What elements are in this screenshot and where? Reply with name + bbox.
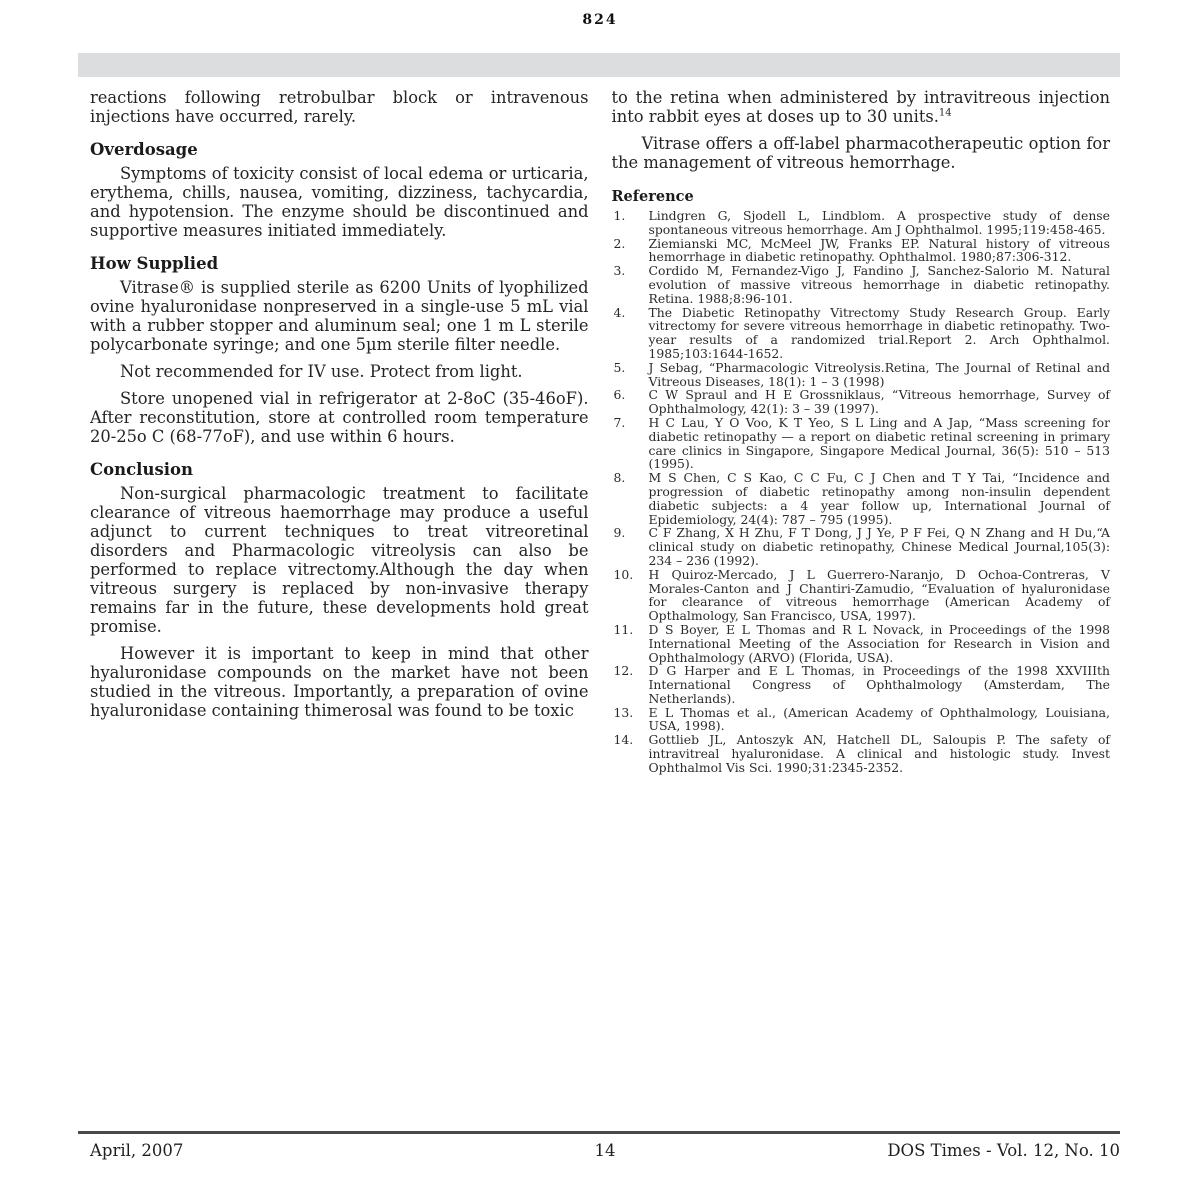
left-column bbox=[90, 88, 589, 775]
reference-number: 11. bbox=[613, 621, 634, 637]
reference-item bbox=[612, 306, 1111, 361]
footnote-marker-14: 14 bbox=[938, 107, 952, 119]
reference-list bbox=[612, 209, 1111, 775]
reference-number: 6. bbox=[613, 387, 626, 403]
reference-item bbox=[612, 209, 1111, 237]
reference-item bbox=[612, 361, 1111, 389]
footer-journal-title: DOS Times - Vol. 12, No. 10 bbox=[887, 1141, 1120, 1160]
reference-text: Cordido M, Fernandez-Vigo J, Fandino J, Sanchez-Salorio M. Natural evolution of massive vitreous hemorrhage in diabetic retinopathy. Retina. 1988;8:96-101. bbox=[648, 263, 1110, 306]
how-supplied-paragraph-3: Store unopened vial in refrigerator at 2-8oC (35-46oF). After reconstitution, store at controlled room temperature 20-25o C (68-77oF), and use within 6 hours. bbox=[90, 389, 589, 446]
reference-number: 10. bbox=[613, 566, 634, 582]
reference-number: 12. bbox=[613, 663, 634, 679]
reference-number: 1. bbox=[613, 208, 626, 223]
reference-item bbox=[612, 264, 1111, 305]
right-column bbox=[612, 88, 1111, 775]
retina-paragraph-text: to the retina when administered by intravitreous injection into rabbit eyes at doses up to 30 units. bbox=[611, 88, 1110, 126]
reference-text: Ziemianski MC, McMeel JW, Franks EP. Natural history of vitreous hemorrhage in diabetic retinopathy. Ophthalmol. 1980;87:306-312. bbox=[648, 235, 1110, 265]
reference-text: Gottlieb JL, Antoszyk AN, Hatchell DL, Saloupis P. The safety of intravitreal hyaluronidase. A clinical and histologic study. Invest Ophthalmol Vis Sci. 1990;31:2345-2352. bbox=[648, 732, 1110, 775]
reference-item bbox=[612, 623, 1111, 664]
footer-page-number: 14 bbox=[594, 1141, 616, 1160]
reference-text: H Quiroz-Mercado, J L Guerrero-Naranjo, D Ochoa-Contreras, V Morales-Canton and J Chantiri-Zamudio, “Evaluation of hyaluronidase for clearance of vitreous hemorrhage (American Academy of Opthalmology, San Francisco, USA, 1997). bbox=[648, 566, 1110, 624]
reference-item bbox=[612, 416, 1111, 471]
reference-item bbox=[612, 733, 1111, 774]
reference-number: 5. bbox=[613, 359, 626, 375]
how-supplied-paragraph-2: Not recommended for IV use. Protect from light. bbox=[120, 362, 523, 381]
reference-item bbox=[612, 388, 1111, 416]
reference-item bbox=[612, 471, 1111, 526]
reference-number: 2. bbox=[613, 235, 626, 251]
top-page-number: 824 bbox=[582, 12, 618, 28]
overdosage-paragraph: Symptoms of toxicity consist of local edema or urticaria, erythema, chills, nausea, vomiting, dizziness, tachycardia, and hypotension. The enzyme should be discontinued and supportive measures initiated immediately. bbox=[90, 164, 589, 240]
reference-text: H C Lau, Y O Voo, K T Yeo, S L Ling and A Jap, “Mass screening for diabetic retinopathy — a report on diabetic retinal screening in primary care clinics in Singapore, Singapore Medical Journal, 36(5): 510 – 513 (1995). bbox=[648, 414, 1110, 472]
reference-text: C F Zhang, X H Zhu, F T Dong, J J Ye, P F Fei, Q N Zhang and H Du,“A clinical study on diabetic retinopathy, Chinese Medical Journal,105(3): 234 – 236 (1992). bbox=[648, 525, 1110, 568]
reference-text: J Sebag, “Pharmacologic Vitreolysis.Retina, The Journal of Retinal and Vitreous Diseases, 18(1): 1 – 3 (1998) bbox=[648, 359, 1110, 389]
reference-item bbox=[612, 526, 1111, 567]
vitrase-option-paragraph: Vitrase offers a off-label pharmacotherapeutic option for the management of vitreous hemorrhage. bbox=[611, 134, 1110, 172]
retina-paragraph bbox=[612, 88, 1111, 126]
section-heading-overdosage: Overdosage bbox=[90, 140, 198, 159]
reference-text: C W Spraul and H E Grossniklaus, “Vitreous hemorrhage, Survey of Ophthalmology, 42(1): 3 – 39 (1997). bbox=[648, 387, 1110, 417]
reference-text: E L Thomas et al., (American Academy of Ophthalmology, Louisiana, USA, 1998). bbox=[648, 704, 1110, 734]
reference-item bbox=[612, 706, 1111, 734]
reference-number: 9. bbox=[613, 525, 626, 541]
reference-item bbox=[612, 664, 1111, 705]
reference-number: 14. bbox=[613, 732, 634, 748]
two-column-body bbox=[90, 88, 1110, 775]
reference-item bbox=[612, 568, 1111, 623]
intro-paragraph: reactions following retrobulbar block or intravenous injections have occurred, rarely. bbox=[90, 88, 589, 126]
reference-number: 7. bbox=[613, 414, 626, 430]
reference-item bbox=[612, 237, 1111, 265]
section-heading-conclusion: Conclusion bbox=[90, 460, 194, 479]
reference-text: D G Harper and E L Thomas, in Proceedings of the 1998 XXVIIIth International Congress of Ophthalmology (Amsterdam, The Netherlands). bbox=[648, 663, 1110, 706]
reference-text: D S Boyer, E L Thomas and R L Novack, in Proceedings of the 1998 International Meeting of the Association for Research in Vision and Ophthalmology (ARVO) (Florida, USA). bbox=[648, 621, 1110, 665]
footer-date: April, 2007 bbox=[90, 1141, 184, 1160]
reference-number: 3. bbox=[613, 263, 626, 279]
reference-text: M S Chen, C S Kao, C C Fu, C J Chen and T Y Tai, “Incidence and progression of diabetic retinopathy among non-insulin dependent diabetic subjects: a 4 year follow up, International Journal of Epidemiology, 24(4): 787 – 795 (1995). bbox=[648, 470, 1110, 527]
header-bar bbox=[78, 53, 1120, 77]
reference-number: 13. bbox=[613, 704, 634, 720]
reference-text: The Diabetic Retinopathy Vitrectomy Study Research Group. Early vitrectomy for severe vitreous hemorrhage in diabetic retinopathy. Two-year results of a randomized trial.Report 2. Arch Ophthalmol. 1985;103:1644-1652. bbox=[648, 304, 1110, 361]
reference-text: Lindgren G, Sjodell L, Lindblom. A prospective study of dense spontaneous vitreous hemorrhage. Am J Ophthalmol. 1995;119:458-465. bbox=[648, 208, 1110, 237]
reference-number: 4. bbox=[613, 304, 626, 320]
how-supplied-paragraph-1: Vitrase® is supplied sterile as 6200 Units of lyophilized ovine hyaluronidase nonpreserved in a single-use 5 mL vial with a rubber stopper and aluminum seal; one 1 m L sterile polycarbonate syringe; and one 5µm sterile filter needle. bbox=[90, 278, 589, 354]
conclusion-paragraph-2: However it is important to keep in mind that other hyaluronidase compounds on the market have not been studied in the vitreous. Importantly, a preparation of ovine hyaluronidase containing thimerosal was found to be toxic bbox=[90, 644, 589, 720]
conclusion-paragraph-1: Non-surgical pharmacologic treatment to facilitate clearance of vitreous haemorrhage may produce a useful adjunct to current techniques to treat vitreoretinal disorders and Pharmacologic vitreolysis can also be performed to replace vitrectomy.Although the day when vitreous surgery is replaced by non-invasive therapy remains far in the future, these developments hold great promise. bbox=[90, 484, 589, 636]
section-heading-how-supplied: How Supplied bbox=[90, 254, 219, 273]
page-footer bbox=[78, 1131, 1120, 1160]
reference-heading: Reference bbox=[611, 188, 694, 205]
reference-number: 8. bbox=[613, 470, 626, 486]
